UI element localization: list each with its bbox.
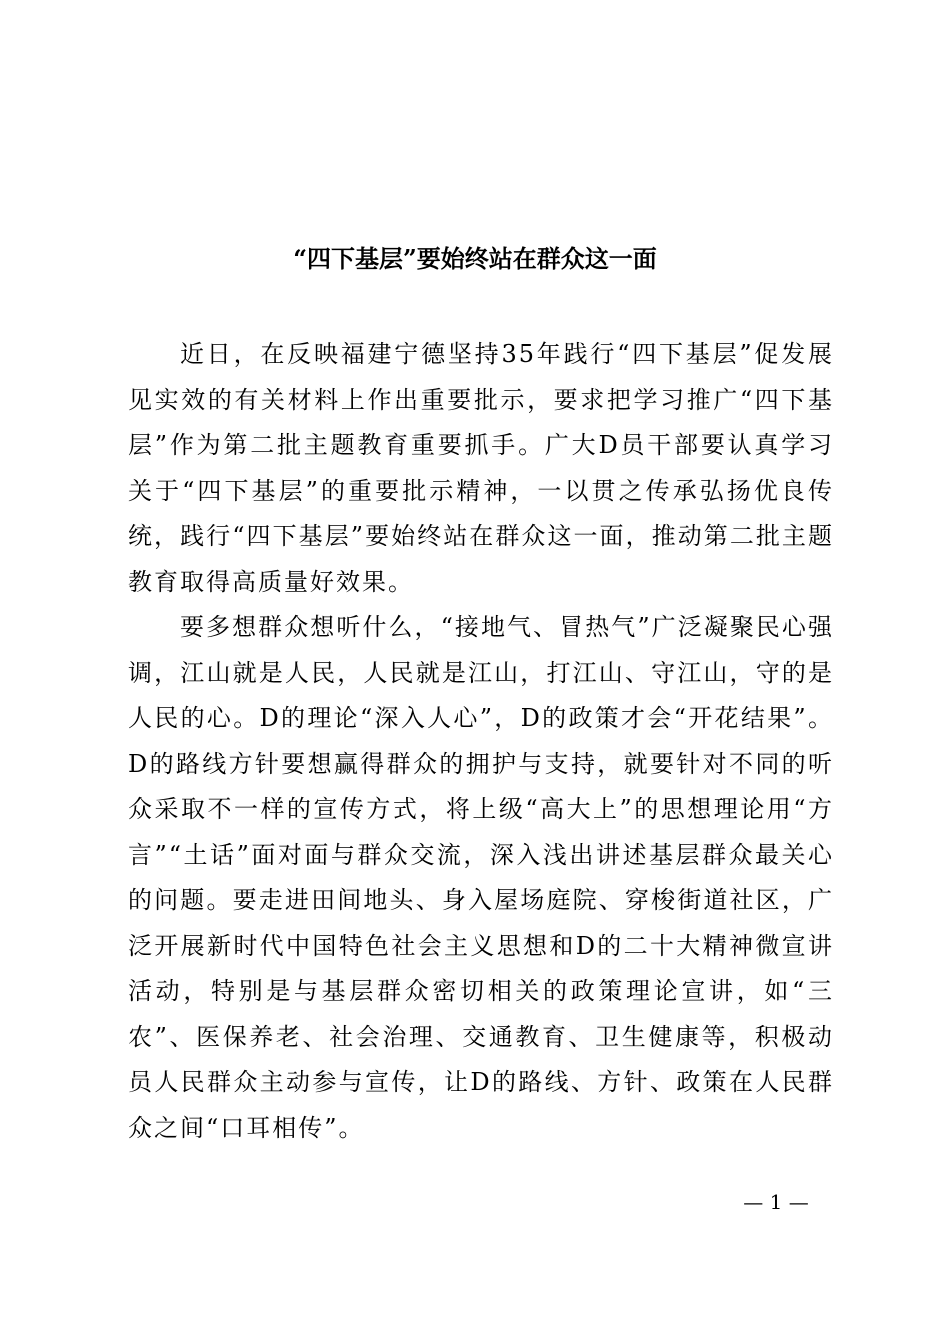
document-title: “四下基层”要始终站在群众这一面 — [293, 244, 657, 273]
page-number: — 1 — — [743, 1190, 809, 1214]
paragraph-1: 近日，在反映福建宁德坚持35年践行“四下基层”促发展见实效的有关材料上作出重要批示，要求把学习推广“四下基层”作为第二批主题教育重要抓手。广大D员干部要认真学习关于“四下基层”的重要批示精神，一以贯之传承弘扬优良传统，践行“四下基层”要始终站在群众这一面，推动第二批主题教育取得高质量好效果。 — [128, 340, 834, 596]
paragraph-2: 要多想群众想听什么，“接地气、冒热气”广泛凝聚民心强调，江山就是人民，人民就是江山，打江山、守江山，守的是人民的心。D的理论“深入人心”，D的政策才会“开花结果”。D的路线方针要想赢得群众的拥护与支持，就要针对不同的听众采取不一样的宣传方式，将上级“高大上”的思想理论用“方言”“土话”面对面与群众交流，深入浅出讲述基层群众最关心的问题。要走进田间地头、身入屋场庭院、穿梭街道社区，广泛开展新时代中国特色社会主义思想和D的二十大精神微宣讲活动，特别是与基层群众密切相关的政策理论宣讲，如“三农”、医保养老、社会治理、交通教育、卫生健康等，积极动员人民群众主动参与宣传，让D的路线、方针、政策在人民群众之间“口耳相传”。 — [128, 613, 834, 1142]
document-body — [128, 332, 834, 1151]
